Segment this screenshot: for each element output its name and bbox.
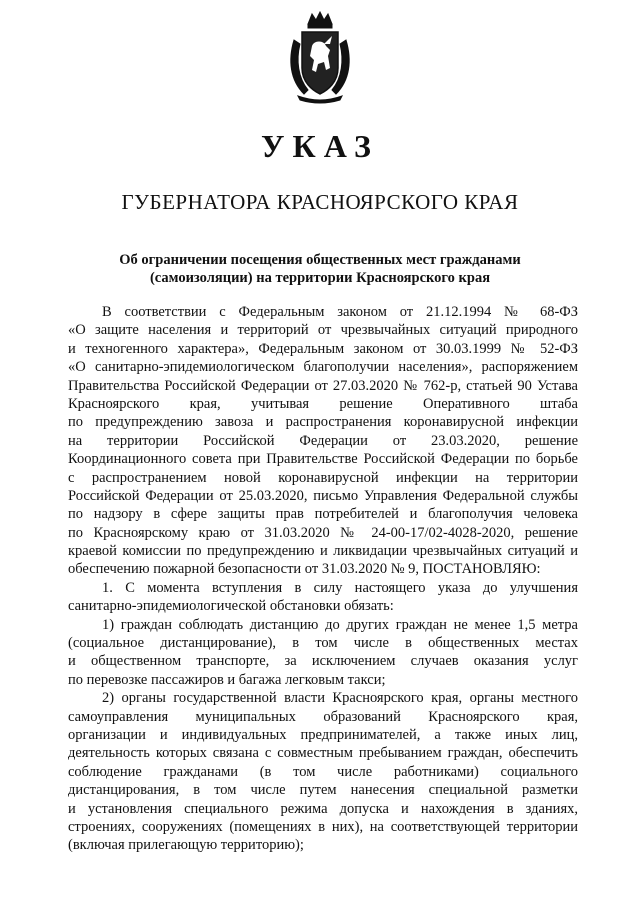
body-line: В соответствии с Федеральным законом от 21.12.1994 № 68-ФЗ xyxy=(102,304,578,320)
body-line: обеспечению пожарной безопасности от 31.03.2020 № 9, ПОСТАНОВЛЯЮ: xyxy=(68,561,541,578)
title-line: Об ограничении посещения общественных мест гражданами xyxy=(119,252,521,268)
body-line: Правительства Российской Федерации от 27.03.2020 № 762-р, статьей 90 Устава xyxy=(68,377,578,394)
body-line: 2) органы государственной власти Красноярского края, органы местного xyxy=(102,690,578,707)
document-issuer: ГУБЕРНАТОРА КРАСНОЯРСКОГО КРАЯ xyxy=(121,190,519,214)
body-line: «О защите населения и территорий от чрезвычайных ситуаций природного xyxy=(68,322,578,339)
body-line: самоуправления муниципальных образований Красноярского края, xyxy=(68,708,578,725)
body-line: Красноярского края, учитывая решение Оперативного штаба xyxy=(68,395,578,412)
body-line: строениях, сооружениях (помещениях в них), на соответствующей территории xyxy=(68,818,578,835)
body-line: с распространением новой коронавирусной инфекции на территории xyxy=(68,469,578,486)
body-line: по Красноярскому краю от 31.03.2020 № 24-00-17/02-4028-2020, решение xyxy=(68,524,578,541)
body-line: краевой комиссии по предупреждению и ликвидации чрезвычайных ситуаций и xyxy=(68,543,578,560)
body-line: 1) граждан соблюдать дистанцию до других граждан не менее 1,5 метра xyxy=(102,616,578,633)
document-title xyxy=(100,251,540,287)
body-line: дистанцирования, в том числе путем нанесения специальной разметки xyxy=(68,782,578,799)
body-line: и общественном транспорте, за исключением случаев оказания услуг xyxy=(68,653,578,670)
body-line: соблюдение гражданами (в том числе работниками) социального xyxy=(68,763,578,780)
document-body xyxy=(68,303,578,855)
body-line: по предупреждению завоза и распространения коронавирусной инфекции xyxy=(68,414,578,431)
body-line: организации и индивидуальных предпринимателей, а также иных лиц, xyxy=(68,726,578,743)
body-line: на территории Российской Федерации от 23.03.2020, решение xyxy=(68,432,578,449)
body-line: Российской Федерации от 25.03.2020, письмо Управления Федеральной службы xyxy=(68,487,578,504)
body-line: деятельность которых связана с совместным пребыванием граждан, обеспечить xyxy=(68,745,578,762)
body-line: (включая прилегающую территорию); xyxy=(68,837,304,854)
body-line: санитарно-эпидемиологической обстановки обязать: xyxy=(68,598,394,615)
body-line: 1. С момента вступления в силу настоящего указа до улучшения xyxy=(102,579,578,596)
body-line: по перевозке пассажиров и багажа легковым такси; xyxy=(68,671,386,688)
body-line: Координационного совета при Правительстве Российской Федерации по борьбе xyxy=(68,451,578,468)
body-line: и техногенного характера», Федеральным законом от 30.03.1999 № 52-ФЗ xyxy=(68,340,578,357)
body-line: (социальное дистанцирование), в том числе в общественных местах xyxy=(68,635,578,652)
title-line: (самоизоляции) на территории Красноярского края xyxy=(149,270,491,286)
body-line: по надзору в сфере защиты прав потребителей и благополучия человека xyxy=(68,506,578,523)
body-line: «О санитарно-эпидемиологическом благополучии населения», распоряжением xyxy=(68,359,578,376)
coat-of-arms-emblem xyxy=(284,10,356,104)
body-line: и установления специального режима допуска и нахождения в зданиях, xyxy=(68,800,578,817)
document-type: УКАЗ xyxy=(261,128,379,164)
